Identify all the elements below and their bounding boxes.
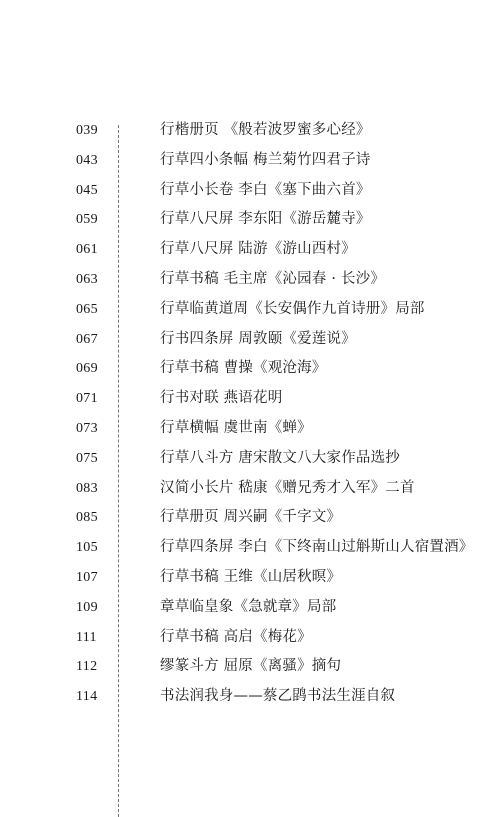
toc-entry[interactable]	[0, 444, 500, 474]
entry-title: 行草四条屏 李白《下终南山过斛斯山人宿置酒》	[160, 539, 474, 556]
entry-title: 行草临黄道周《长安偶作九首诗册》局部	[160, 300, 425, 317]
toc-entry[interactable]	[0, 116, 500, 146]
page-number: 069	[76, 361, 98, 377]
page-number: 065	[76, 301, 98, 317]
entry-title: 缪篆斗方 屈原《离骚》摘句	[160, 658, 342, 675]
page-number: 061	[76, 242, 98, 258]
toc-entry[interactable]	[0, 146, 500, 176]
toc-entry[interactable]	[0, 533, 500, 563]
toc-entry[interactable]	[0, 682, 500, 712]
toc-entry[interactable]	[0, 474, 500, 504]
toc-entry[interactable]	[0, 384, 500, 414]
entry-title: 行草书稿 曹操《观沧海》	[160, 360, 327, 377]
page-number: 043	[76, 152, 98, 168]
page-number: 105	[76, 540, 98, 556]
entry-title: 行草书稿 毛主席《沁园春 · 长沙》	[160, 270, 386, 287]
page-number: 114	[76, 689, 98, 705]
page-number: 109	[76, 599, 98, 615]
page-number: 112	[76, 659, 98, 675]
page-number: 075	[76, 450, 98, 466]
entry-title: 章草临皇象《急就章》局部	[160, 598, 337, 615]
page-number: 063	[76, 271, 98, 287]
entry-title: 行书四条屏 周敦颐《爱莲说》	[160, 330, 356, 347]
entry-title: 行草书稿 高启《梅花》	[160, 628, 312, 645]
entry-title: 行楷册页 《般若波罗蜜多心经》	[160, 122, 371, 138]
toc-entry[interactable]	[0, 652, 500, 682]
entry-title: 书法润我身——蔡乙鹍书法生涯自叙	[160, 688, 396, 705]
page-number: 073	[76, 420, 98, 436]
entry-title: 行书对联 燕语花明	[160, 390, 283, 407]
page-number: 067	[76, 331, 98, 347]
entry-title: 行草横幅 虞世南《蝉》	[160, 419, 312, 436]
toc-entry[interactable]	[0, 295, 500, 325]
page-number: 039	[76, 123, 98, 138]
toc-entry[interactable]	[0, 325, 500, 355]
toc-entry[interactable]	[0, 563, 500, 593]
entry-title: 行草小长卷 李白《塞下曲六首》	[160, 181, 371, 198]
toc-entry[interactable]	[0, 205, 500, 235]
entry-title: 汉简小长片 嵇康《赠兄秀才入军》二首	[160, 479, 415, 496]
toc-entry[interactable]	[0, 414, 500, 444]
entry-title: 行草八尺屏 陆游《游山西村》	[160, 241, 356, 258]
page-number: 085	[76, 510, 98, 526]
page-number: 083	[76, 480, 98, 496]
page-number: 107	[76, 569, 98, 585]
entry-title: 行草册页 周兴嗣《千字文》	[160, 509, 342, 526]
page-number: 059	[76, 212, 98, 228]
page-number: 071	[76, 391, 98, 407]
entry-title: 行草八斗方 唐宋散文八大家作品选抄	[160, 449, 401, 466]
table-of-contents	[0, 116, 500, 712]
entry-title: 行草四小条幅 梅兰菊竹四君子诗	[160, 151, 371, 168]
toc-entry[interactable]	[0, 176, 500, 206]
toc-entry[interactable]	[0, 235, 500, 265]
page-number: 111	[76, 629, 97, 645]
entry-title: 行草八尺屏 李东阳《游岳麓寺》	[160, 211, 371, 228]
toc-entry[interactable]	[0, 503, 500, 533]
toc-entry[interactable]	[0, 354, 500, 384]
toc-entry[interactable]	[0, 593, 500, 623]
page-number: 045	[76, 182, 98, 198]
entry-title: 行草书稿 王维《山居秋暝》	[160, 568, 342, 585]
toc-entry[interactable]	[0, 265, 500, 295]
toc-entry[interactable]	[0, 623, 500, 653]
